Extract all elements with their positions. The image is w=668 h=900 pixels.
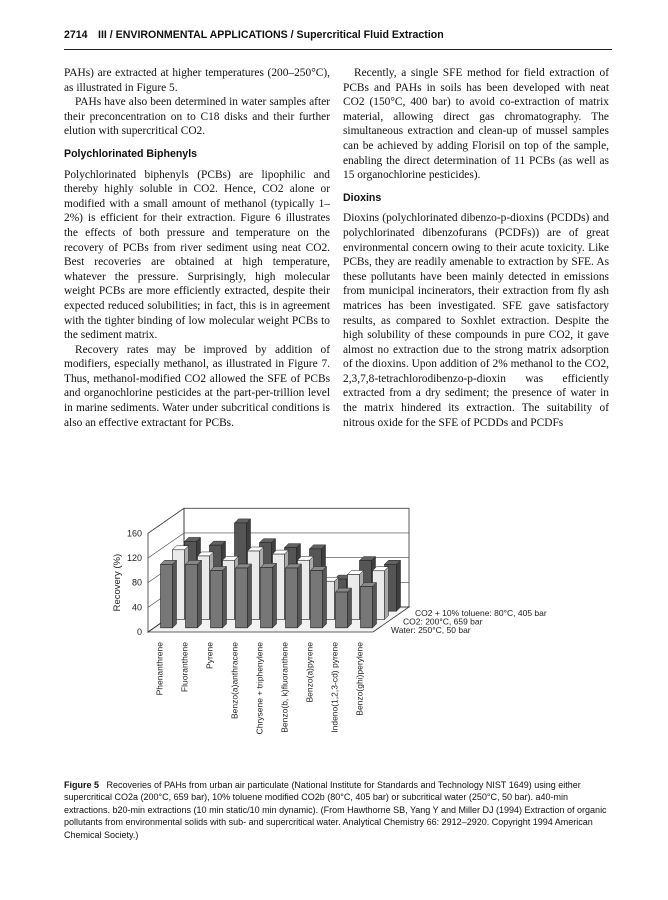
y-tick-label: 80: [131, 577, 142, 588]
bar: [211, 570, 223, 627]
paragraph: Recently, a single SFE method for field extraction of PCBs and PAHs in soils has been developed with neat CO2 (150°C, 400 bar) to avoid co-extraction of matrix material, allowing direct gas chromatography. The simultaneous extraction and clean-up of mussel samples can be achieved by adding Florisil on top of the sample, enabling the direct determination of 11 PCBs (as well as 15 organochlorine pesticides).: [343, 67, 609, 182]
category-label: Fluoranthene: [179, 642, 190, 693]
paragraph: Recovery rates may be improved by addition of modifiers, especially methanol, as illustrated in Figure 7. Thus, methanol-modified CO2 allowed the SFE of PCBs and organochlorine pesticides at the part-per-trillion level in marine sediments. Water under subcritical conditions is also an effective extractant for PCBs.: [64, 343, 330, 429]
category-label: Benzo(a)anthracene: [229, 642, 240, 720]
paragraph: PAHs have also been determined in water samples after their preconcentration on to C18 disks and their further elution with supercritical CO2.: [64, 96, 330, 138]
figure-label: Figure 5: [64, 780, 100, 790]
category-label: Chrysene + triphenylene: [254, 642, 265, 735]
paragraph: Polychlorinated biphenyls (PCBs) are lipophilic and thereby highly soluble in CO2. Hence, CO2 alone or modified with a small amount of methanol (typically 1–2%) is efficient for their extraction. Figure 6 illustrates the effects of both pressure and temperature on the recovery of PCBs from river sediment using neat CO2. Best recoveries are obtained at high temperature, whatever the pressure. Surprisingly, high molecular weight PCBs are more efficiently extracted, despite their expected reduced solubilities; in fact, this is in agreement with the tighter binding of low molecular weight PCBs to the sediment matrix.: [64, 168, 330, 342]
recovery-bar-chart: [100, 470, 620, 770]
bar: [361, 586, 373, 627]
bar-side: [385, 567, 389, 620]
page-number: 2714: [64, 29, 88, 41]
y-axis-label: Recovery (%): [112, 553, 123, 612]
category-label: Benzo(b, k)fluoranthene: [279, 642, 290, 733]
bar-side: [173, 560, 177, 628]
y-tick-label: 0: [136, 627, 142, 637]
bar: [186, 564, 198, 628]
figure-5: [100, 470, 620, 770]
bar-side: [248, 564, 252, 628]
y-tick-label: 160: [126, 528, 142, 539]
bar: [311, 570, 323, 627]
series-label: CO2: 200°C, 659 bar: [403, 616, 483, 627]
caption-text: Recoveries of PAHs from urban air particulate (National Institute for Standards and Technology NIST 1649) using either supercritical CO2a (200°C, 659 bar), 10% toluene modified CO2b (80°C, 405 bar) or subcritical water (250°C, 50 bar). a40-min extractions. b20-min extractions (10 min static/10 min dynamic). (From Hawthorne SB, Yang Y and Miller DJ (1994) Extraction of organic pollutants from environmental solids with sub- and supercritical water. Analytical Chemistry 66: 2912–2920. Copyright 1994 American Chemical Society.): [64, 780, 607, 840]
figure-caption: [64, 779, 612, 841]
gridline: [148, 508, 184, 533]
bar: [236, 568, 248, 628]
bar: [286, 568, 298, 628]
bar-side: [323, 566, 327, 627]
section-heading: Polychlorinated Biphenyls: [64, 147, 198, 160]
bar-side: [373, 582, 377, 627]
category-label: Phenanthrene: [154, 642, 165, 696]
paragraph: Dioxins (polychlorinated dibenzo-p-dioxins (PCDDs) and polychlorinated dibenzofurans (PCDFs)) are of great environmental concern owing to their acute toxicity. Like PCBs, they are readily amenable to extraction by SFE. As these pollutants have been mainly detected in emissions from municipal incinerators, their extraction from fly ash matrices has been investigated. SFE gave satisfactory results, as compared to Soxhlet extraction. Despite the high solubility of these compounds in pure CO2, it gave almost no extraction due to the strong matrix adsorption of the dioxins. Upon addition of 2% methanol to the CO2, 2,3,7,8-tetrachlorodibenzo-p-dioxin was efficiently extracted from a dry sediment; the presence of water in the matrix hindered its extraction. The suitability of nitrous oxide for the SFE of PCDDs and PCDFs: [343, 212, 609, 429]
bar-side: [198, 560, 202, 628]
bar-side: [273, 563, 277, 627]
category-label: Pyrene: [204, 642, 215, 669]
y-tick-label: 40: [131, 602, 142, 613]
right-column: [343, 66, 609, 430]
y-tick-label: 120: [126, 552, 142, 563]
bar: [161, 564, 173, 628]
category-label: Indeno(1,2,3-cd) pyrene: [329, 642, 340, 733]
left-column: [64, 66, 330, 430]
running-header: [64, 29, 612, 50]
running-title: III / ENVIRONMENTAL APPLICATIONS / Supercritical Fluid Extraction: [98, 29, 444, 41]
category-label: Benzo(ghi)perylene: [354, 642, 365, 716]
bar: [336, 592, 348, 628]
bar-side: [223, 566, 227, 627]
category-label: Benzo(a)pyrene: [304, 642, 315, 703]
section-heading: Dioxins: [343, 191, 382, 204]
paragraph: PAHs) are extracted at higher temperatures (200–250°C), as illustrated in Figure 5.: [64, 67, 330, 94]
bar-side: [298, 564, 302, 628]
series-label: Water: 250°C, 50 bar: [391, 624, 471, 635]
series-label: CO2 + 10% toluene: 80°C, 405 bar: [415, 608, 547, 619]
bar-side: [397, 560, 401, 611]
bar: [261, 567, 273, 627]
bar-side: [348, 588, 352, 628]
